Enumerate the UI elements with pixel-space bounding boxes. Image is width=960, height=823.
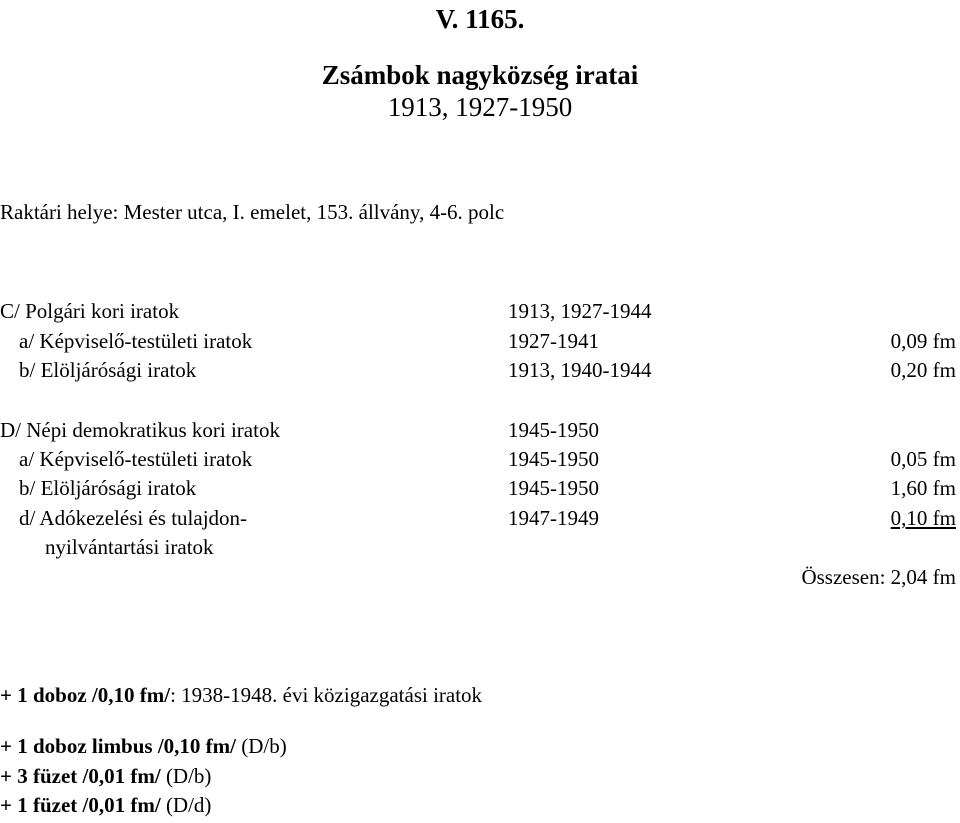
section-years: 1945-1950 bbox=[508, 418, 599, 442]
extra-quantity: + 1 doboz limbus /0,10 fm/ bbox=[0, 734, 236, 758]
extra-quantity: + 1 füzet /0,01 fm/ bbox=[0, 793, 161, 817]
series-size: 0,20 fm bbox=[890, 358, 956, 382]
series-years: 1945-1950 bbox=[508, 447, 599, 471]
series-size: 0,05 fm bbox=[890, 447, 956, 471]
series-years: 1913, 1940-1944 bbox=[508, 358, 652, 382]
series-label-continuation: nyilvántartási iratok bbox=[45, 535, 214, 559]
extra-description: : 1938-1948. évi közigazgatási iratok bbox=[170, 683, 483, 707]
section-years: 1913, 1927-1944 bbox=[508, 299, 652, 323]
page-title: Zsámbok nagyközség iratai bbox=[321, 60, 639, 90]
series-size: 0,09 fm bbox=[890, 329, 956, 353]
extra-item bbox=[0, 795, 211, 816]
fonds-code: V. 1165. bbox=[435, 4, 525, 34]
series-label: d/ Adókezelési és tulajdon- bbox=[19, 506, 248, 530]
section-heading: C/ Polgári kori iratok bbox=[0, 299, 180, 323]
series-size: 0,10 fm bbox=[890, 506, 956, 530]
series-label: a/ Képviselő-testületi iratok bbox=[19, 447, 253, 471]
extra-description: (D/b) bbox=[160, 764, 212, 788]
series-years: 1945-1950 bbox=[508, 476, 599, 500]
extra-item bbox=[0, 736, 287, 757]
extra-quantity: + 3 füzet /0,01 fm/ bbox=[0, 764, 161, 788]
storage-location: Raktári helye: Mester utca, I. emelet, 153. állvány, 4-6. polc bbox=[0, 200, 505, 224]
series-size: 1,60 fm bbox=[890, 476, 956, 500]
extra-description: (D/d) bbox=[160, 793, 212, 817]
series-label: b/ Elöljárósági iratok bbox=[19, 476, 197, 500]
extra-quantity: + 1 doboz /0,10 fm/ bbox=[0, 683, 171, 707]
series-years: 1947-1949 bbox=[508, 506, 599, 530]
date-range: 1913, 1927-1950 bbox=[387, 92, 573, 122]
section-heading: D/ Népi demokratikus kori iratok bbox=[0, 418, 280, 442]
series-label: b/ Elöljárósági iratok bbox=[19, 358, 197, 382]
series-label: a/ Képviselő-testületi iratok bbox=[19, 329, 253, 353]
extra-item bbox=[0, 766, 211, 787]
extra-item bbox=[0, 685, 482, 706]
extra-description: (D/b) bbox=[236, 734, 287, 758]
series-years: 1927-1941 bbox=[508, 329, 599, 353]
total-size: Összesen: 2,04 fm bbox=[801, 565, 956, 589]
